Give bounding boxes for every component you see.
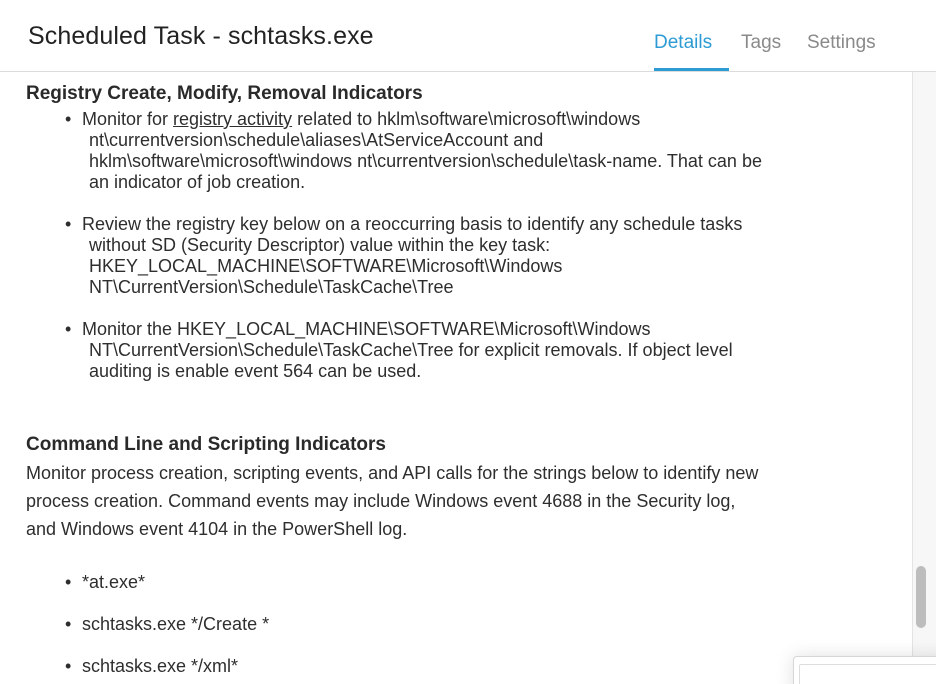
bullet-dot: • <box>65 614 72 634</box>
tab-tags[interactable]: Tags <box>741 32 782 53</box>
list-item <box>65 572 885 593</box>
registry-activity-link[interactable]: registry activity <box>173 109 293 129</box>
list-item-text: schtasks.exe */Create * <box>82 614 270 634</box>
list-item-text: *at.exe* <box>82 572 146 592</box>
list-item-text: Monitor for registry activity related to hklm\software\microsoft\windows nt\currentversion\schedule\aliases\AtServiceAccount and hklm\software\microsoft\windows nt\currentversion\schedule\task-name. That can be an indicator of job creation. <box>82 109 762 192</box>
list-item <box>65 214 885 298</box>
tab-settings[interactable]: Settings <box>807 32 876 53</box>
list-item-text: Monitor the HKEY_LOCAL_MACHINE\SOFTWARE\Microsoft\Windows NT\CurrentVersion\Schedule\TaskCache\Tree for explicit removals. If object level auditing is enable event 564 can be used. <box>82 319 733 381</box>
floating-panel-input[interactable] <box>799 664 936 684</box>
bullet-dot: • <box>65 656 72 676</box>
bullet-dot: • <box>65 214 72 234</box>
scrollbar-thumb[interactable] <box>916 566 926 628</box>
list-item-text: Review the registry key below on a reoccurring basis to identify any schedule tasks without SD (Security Descriptor) value within the key task: HKEY_LOCAL_MACHINE\SOFTWARE\Microsoft\Windows NT\CurrentVersion\Schedule\TaskCache\Tree <box>82 214 743 297</box>
tab-details[interactable]: Details <box>654 32 729 71</box>
list-item <box>65 614 885 635</box>
registry-indicators-heading: Registry Create, Modify, Removal Indicators <box>26 83 423 104</box>
cmdline-description: Monitor process creation, scripting events, and API calls for the strings below to identify new process creation. Command events may include Windows event 4688 in the Security log, and Windows event 4104 in the PowerShell log. <box>26 463 759 539</box>
details-content <box>0 72 912 684</box>
tab-bar <box>0 32 936 71</box>
page-header <box>0 0 936 72</box>
cmdline-indicators-heading: Command Line and Scripting Indicators <box>26 434 386 455</box>
list-item <box>65 656 885 677</box>
floating-panel[interactable] <box>793 656 936 684</box>
bullet-dot: • <box>65 109 72 129</box>
page-title: Scheduled Task - schtasks.exe <box>28 22 374 50</box>
list-item <box>65 319 885 382</box>
list-item-text: schtasks.exe */xml* <box>82 656 239 676</box>
bullet-dot: • <box>65 319 72 339</box>
list-item <box>65 109 885 193</box>
bullet-dot: • <box>65 572 72 592</box>
